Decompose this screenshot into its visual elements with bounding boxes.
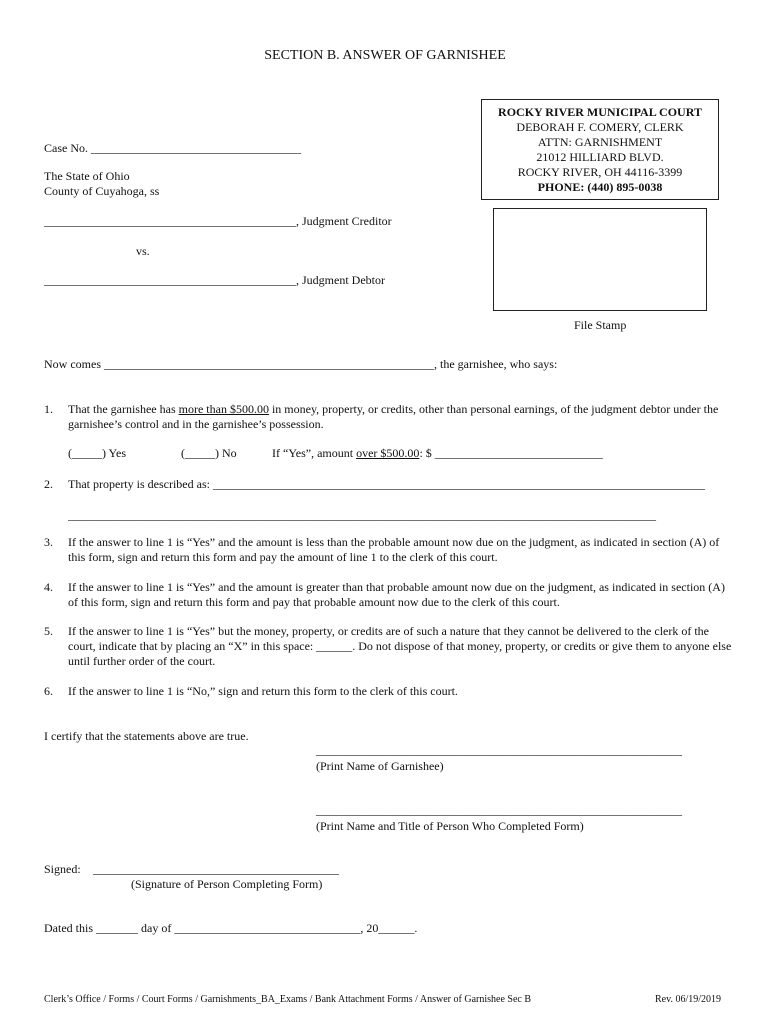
- item-4: [44, 580, 734, 612]
- certify-statement: I certify that the statements above are true.: [44, 729, 249, 743]
- garnishee-name-label: (Print Name of Garnishee): [316, 759, 444, 773]
- item-6-number: 6.: [44, 684, 53, 698]
- item-3: [44, 535, 734, 567]
- versus-label: vs.: [136, 244, 150, 258]
- file-stamp-box: [493, 208, 707, 311]
- item-6-text: If the answer to line 1 is “No,” sign and return this form to the clerk of this court.: [68, 684, 458, 698]
- garnishee-name-line[interactable]: _____________________________________________________________: [316, 743, 682, 757]
- page-title: SECTION B. ANSWER OF GARNISHEE: [264, 48, 506, 63]
- item-4-number: 4.: [44, 580, 53, 594]
- item-1-yes-checkbox[interactable]: (_____) Yes: [68, 446, 127, 460]
- item-1-text: That the garnishee has more than $500.00 in money, property, or credits, other than personal earnings, of the judgment debtor under the garnishee’s control and in the garnishee’s possession.: [68, 402, 719, 431]
- court-phone: PHONE: (440) 895-0038: [537, 180, 663, 194]
- item-1-no-checkbox[interactable]: (_____) No: [181, 446, 237, 460]
- item-2-line-2[interactable]: __________________________________________________________________________________________________: [68, 508, 656, 522]
- court-name: ROCKY RIVER MUNICIPAL COURT: [498, 105, 702, 119]
- state-label: The State of Ohio: [44, 169, 130, 183]
- judgment-debtor-field[interactable]: __________________________________________, Judgment Debtor: [44, 273, 385, 287]
- court-city: ROCKY RIVER, OH 44116-3399: [517, 165, 683, 179]
- item-5: [44, 624, 734, 672]
- item-6: [44, 684, 734, 700]
- signed-label: Signed:: [44, 862, 81, 876]
- court-clerk: DEBORAH F. COMERY, CLERK: [516, 120, 684, 134]
- item-5-number: 5.: [44, 624, 53, 638]
- item-3-text: If the answer to line 1 is “Yes” and the amount is less than the probable amount now due on the judgment, as indicated in section (A) of this form, sign and return this form and pay the amount of line 1 to the clerk of this court.: [68, 535, 720, 564]
- signature-line[interactable]: _________________________________________: [93, 862, 339, 876]
- completer-name-title-label: (Print Name and Title of Person Who Completed Form): [316, 819, 584, 833]
- footer-revision: Rev. 06/19/2019: [655, 994, 722, 1005]
- item-2: [44, 477, 734, 493]
- court-street: 21012 HILLIARD BLVD.: [536, 150, 664, 164]
- item-1-amount-field[interactable]: If “Yes”, amount over $500.00: $ ____________________________: [272, 446, 603, 460]
- file-stamp-label: File Stamp: [574, 318, 627, 332]
- item-3-number: 3.: [44, 535, 53, 549]
- footer-path: Clerk’s Office / Forms / Court Forms / Garnishments_BA_Exams / Bank Attachment Forms / Answer of Garnishee Sec B: [44, 994, 531, 1005]
- item-2-number: 2.: [44, 477, 53, 491]
- completer-name-title-line[interactable]: _____________________________________________________________: [316, 803, 682, 817]
- item-2-text[interactable]: That property is described as: __________________________________________________________________________________: [68, 477, 705, 491]
- dated-field[interactable]: Dated this _______ day of _______________________________, 20______.: [44, 921, 418, 935]
- court-attn: ATTN: GARNISHMENT: [537, 135, 663, 149]
- county-label: County of Cuyahoga, ss: [44, 184, 160, 198]
- item-4-text: If the answer to line 1 is “Yes” and the amount is greater than that probable amount now due on the judgment, as indicated in section (A) of this form, sign and return this form and pay that probable amount now due to the clerk of this court.: [68, 580, 725, 609]
- case-number-field[interactable]: Case No. ___________________________________: [44, 141, 301, 155]
- signature-label: (Signature of Person Completing Form): [131, 877, 323, 891]
- now-comes-field[interactable]: Now comes _______________________________________________________, the garnishee, who says:: [44, 357, 558, 371]
- item-1: [44, 402, 734, 434]
- item-1-number: 1.: [44, 402, 53, 416]
- item-5-text: If the answer to line 1 is “Yes” but the money, property, or credits are of such a nature that they cannot be delivered to the clerk of the court, indicate that by placing an “X” in this space: ______. Do not dispose of that money, property, or credits or give them to anyone else until further order of the court.: [68, 624, 732, 668]
- judgment-creditor-field[interactable]: __________________________________________, Judgment Creditor: [44, 214, 392, 228]
- court-address-box: [481, 99, 719, 200]
